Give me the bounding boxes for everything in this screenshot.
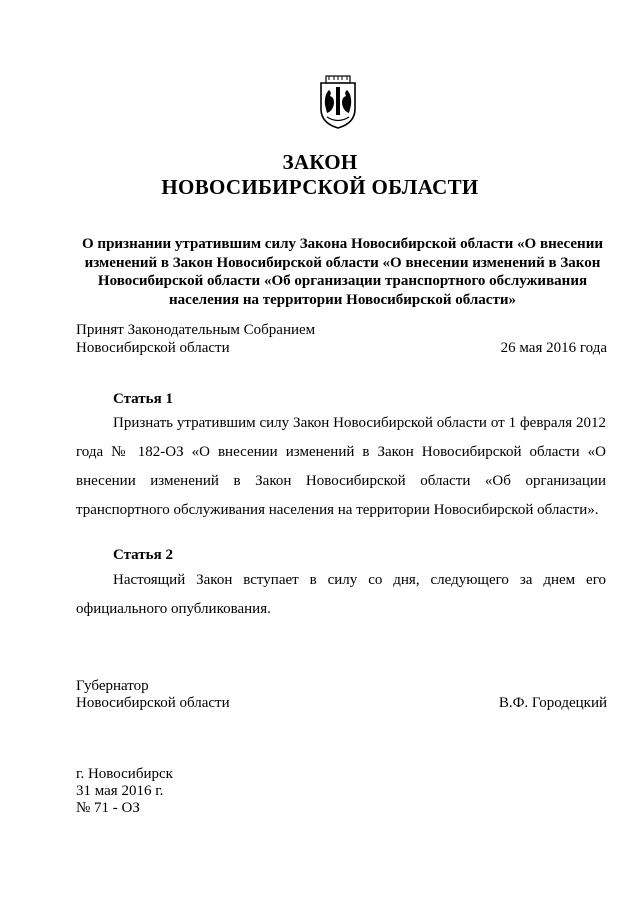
article-2-heading: Статья 2 [113,547,173,563]
law-title: ЗАКОН [282,150,358,174]
subtitle-line: О признании утратившим силу Закона Новосибирской области «О внесении [82,236,603,252]
subtitle-line: населения на территории Новосибирской области» [169,291,516,308]
law-subtitle [70,235,615,309]
article-1-text: Признать утратившим силу Закон Новосибирской области от 1 февраля 2012 года № 182-ОЗ «О внесении изменений в Закон Новосибирской области «О внесении изменений в Закон Новосибирской области «Об организации транспортного обслуживания населения на территории Новосибирской области». [76,415,606,518]
governor-region: Новосибирской области [76,695,230,711]
governor-position: Губернатор [76,678,149,694]
governor-name: В.Ф. Городецкий [498,695,607,711]
adoption-date: 26 мая 2016 года [500,340,607,356]
footer-date: 31 мая 2016 г. [76,783,164,799]
coat-of-arms-icon [318,75,358,130]
subtitle-line: Новосибирской области «Об организации транспортного обслуживания [97,273,588,289]
adopted-by-region: Новосибирской области [76,340,230,356]
region-title: НОВОСИБИРСКОЙ ОБЛАСТИ [161,175,479,199]
footer-city: г. Новосибирск [76,766,173,782]
adopted-by-line: Принят Законодательным Собранием [76,322,316,338]
footer-number: № 71 - ОЗ [76,800,140,816]
article-2-text: Настоящий Закон вступает в силу со дня, следующего за днем его официального опубликования. [76,572,606,617]
subtitle-line: изменений в Закон Новосибирской области «О внесении изменений в Закон [84,254,601,271]
article-1-heading: Статья 1 [113,391,173,407]
